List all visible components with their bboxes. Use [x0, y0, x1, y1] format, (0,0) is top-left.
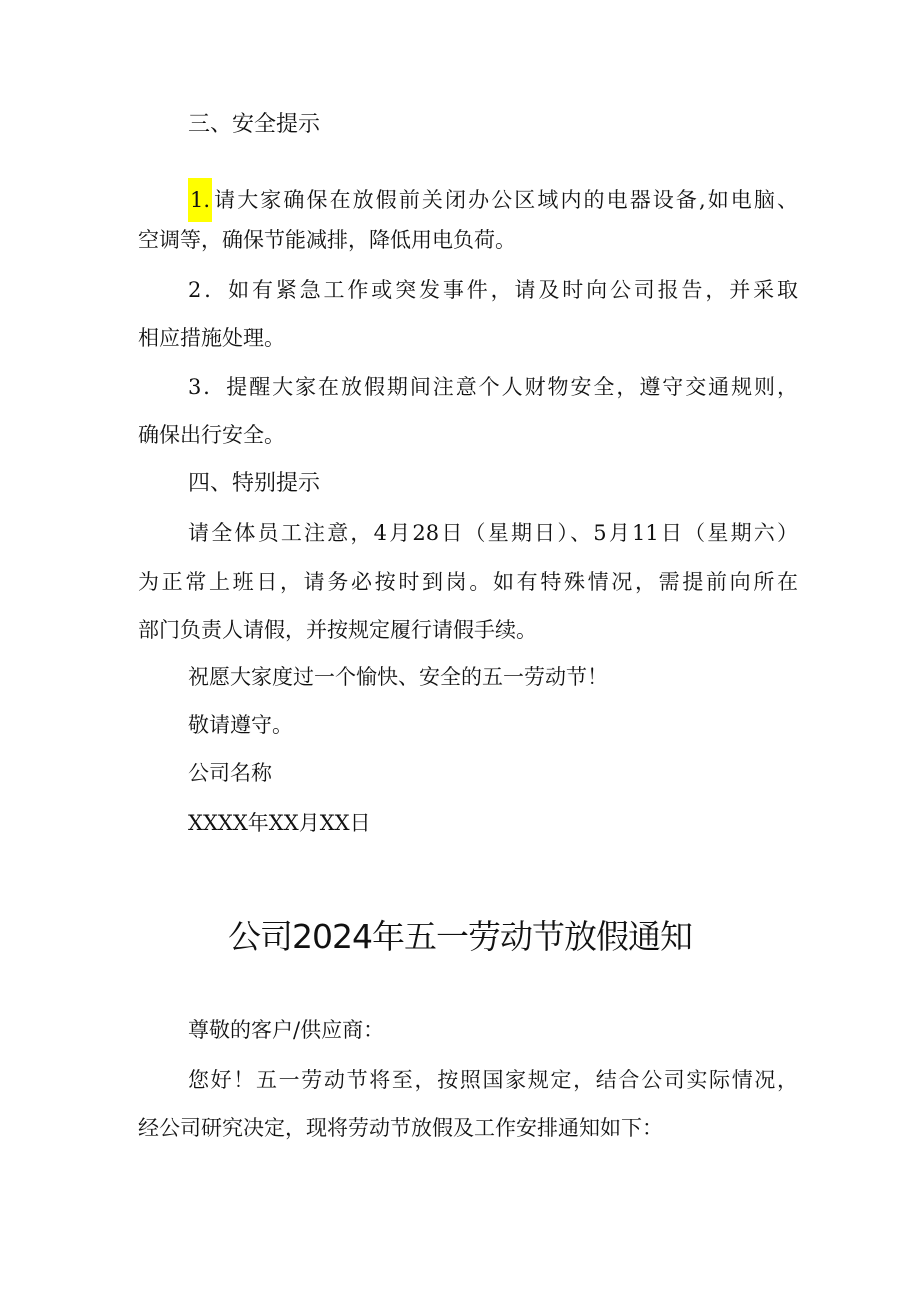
special-notice-line-2: 为正常上班日，请务必按时到岗。如有特殊情况，需提前向所在: [138, 570, 798, 594]
item-1-text: 请大家确保在放假前关闭办公区域内的电器设备,如电脑、: [212, 188, 798, 212]
company-name: 公司名称: [188, 761, 272, 785]
closing-respect: 敬请遵守。: [188, 713, 293, 737]
item-3-line-2: 确保出行安全。: [138, 423, 285, 447]
item-2-line-2: 相应措施处理。: [138, 326, 285, 350]
special-notice-line-3: 部门负责人请假，并按规定履行请假手续。: [138, 618, 537, 642]
signature-date: XXXX年XX月XX日: [188, 811, 371, 835]
notice-greeting: 尊敬的客户/供应商：: [188, 1018, 385, 1042]
notice-body-line-1: 您好！五一劳动节将至，按照国家规定，结合公司实际情况，: [188, 1068, 798, 1092]
closing-wish: 祝愿大家度过一个愉快、安全的五一劳动节！: [188, 665, 608, 689]
item-1-number-highlight: 1.: [188, 178, 212, 222]
special-notice-line-1: 请全体员工注意，4月28日（星期日）、5月11日（星期六）: [188, 521, 798, 545]
section-4-heading: 四、特别提示: [188, 471, 321, 496]
section-3-heading: 三、安全提示: [188, 112, 321, 137]
item-2-line-1: 2．如有紧急工作或突发事件，请及时向公司报告，并采取: [188, 278, 798, 302]
item-1-line-1: [188, 178, 798, 222]
item-3-line-1: 3．提醒大家在放假期间注意个人财物安全，遵守交通规则，: [188, 375, 798, 399]
item-1-line-2: 空调等，确保节能减排，降低用电负荷。: [138, 228, 516, 252]
notice-body-line-2: 经公司研究决定，现将劳动节放假及工作安排通知如下：: [138, 1116, 663, 1140]
notice-title: 公司2024年五一劳动节放假通知: [228, 917, 692, 956]
